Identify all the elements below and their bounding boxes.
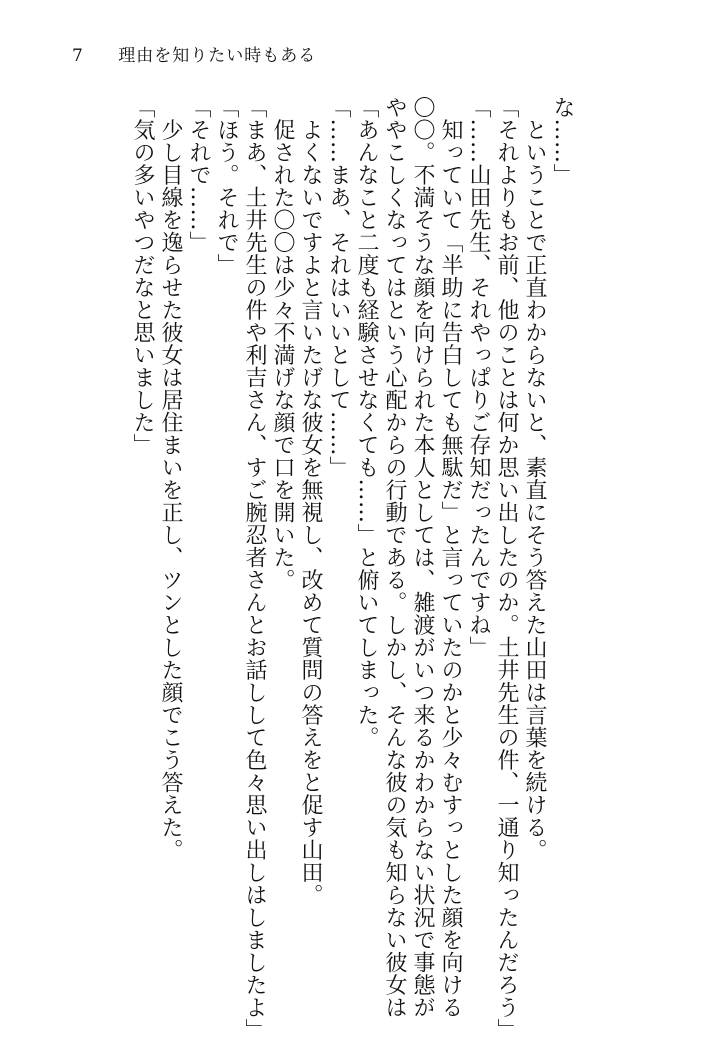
text-line: ということで正直わからないと、素直にそう答えた山田は言葉を続ける。 — [522, 96, 547, 861]
text-line: 「……山田先生、それやっぱりご存知だったんですね」 — [466, 96, 491, 659]
text-line: 「それよりもお前、他のことは何か思い出したのか。土井先生の件、一通り知ったんだろう」 — [494, 96, 519, 1041]
text-line: 知っていて「半助に告白しても無駄だ」と言っていたのかと少々むすっとした顔を向ける — [438, 96, 463, 1019]
text-line: 「それで……」 — [186, 96, 211, 254]
text-line: な……」 — [550, 96, 575, 186]
text-line: 「ほう。それで」 — [214, 96, 239, 276]
text-line: ややこしくなってはという心配からの行動である。しかし、そんな彼の気も知らない彼女は — [382, 96, 407, 1019]
text-line: 「あんなこと二度も経験させなくても……」と俯いてしまった。 — [354, 96, 379, 749]
text-line: 少し目線を逸らせた彼女は居住まいを正し、ツンとした顔でこう答えた。 — [158, 96, 183, 861]
running-header — [72, 44, 316, 68]
text-line: 「……まあ、それはいいとして……」 — [326, 96, 351, 479]
text-line: 〇〇。不満そうな顔を向けられた本人としては、雑渡がいつ来るかわからない状況で事態が — [410, 96, 435, 1019]
text-line: 「まあ、土井先生の件や利吉さん、すご腕忍者さんとお話しして色々思い出しはしましたよ」 — [242, 96, 267, 1041]
chapter-title: 理由を知りたい時もある — [118, 46, 317, 66]
page-number: 7 — [72, 46, 84, 66]
vertical-body-text — [128, 96, 576, 1041]
text-line: 促された〇〇は少々不満げな顔で口を開いた。 — [270, 96, 295, 591]
text-line: 「気の多いやつだなと思いました」 — [130, 96, 155, 456]
text-line: よくないですよと言いたげな彼女を無視し、改めて質問の答えをと促す山田。 — [298, 96, 323, 906]
